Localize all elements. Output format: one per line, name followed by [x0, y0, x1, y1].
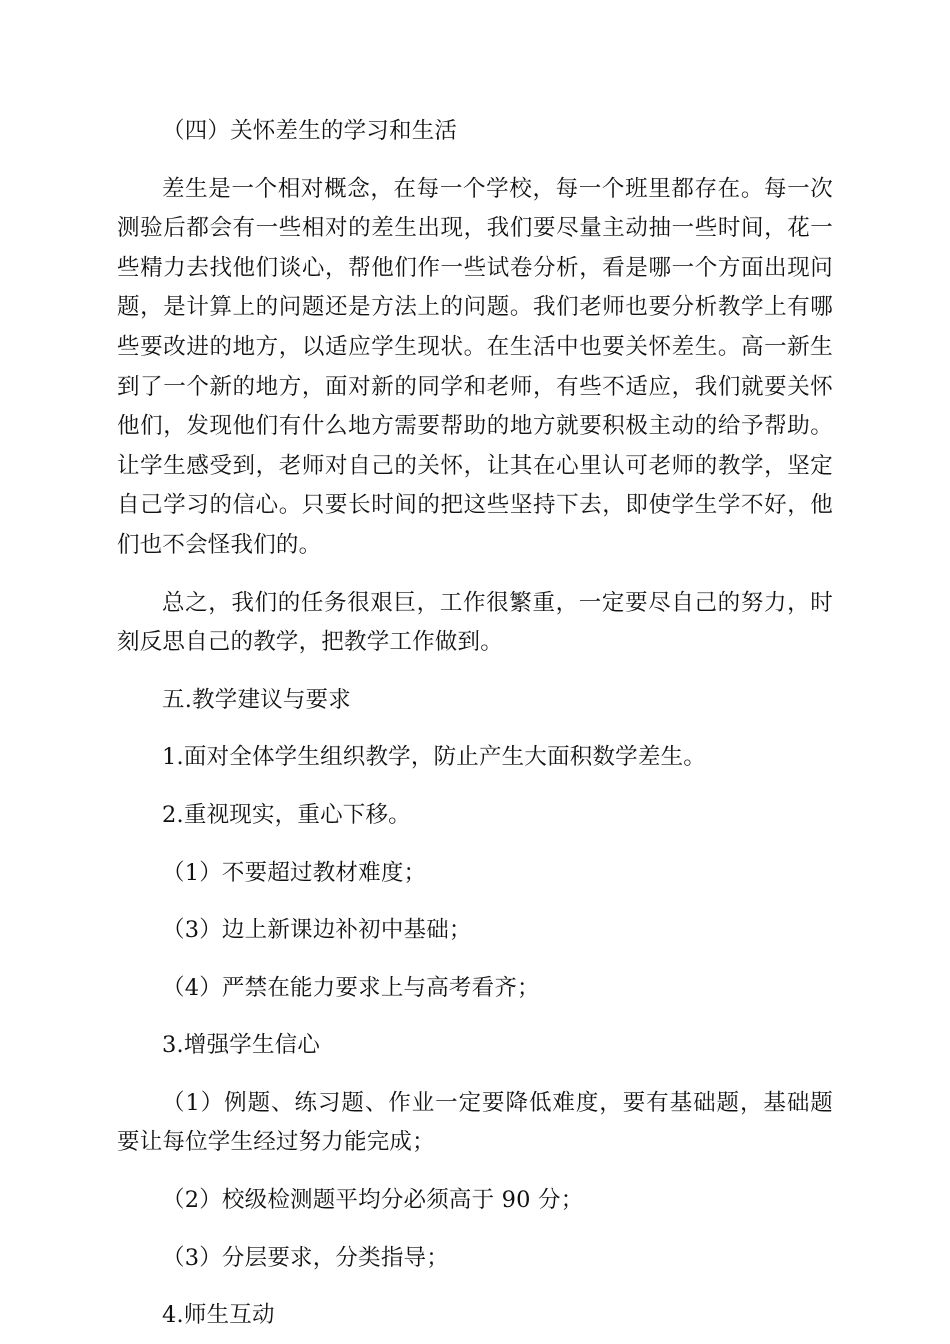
body-paragraph: 差生是一个相对概念，在每一个学校，每一个班里都存在。每一次测验后都会有一些相对的差生出现，我们要尽量主动抽一些时间，花一些精力去找他们谈心，帮他们作一些试卷分析，看是哪一个方面出现问题，是计算上的问题还是方法上的问题。我们老师也要分析教学上有哪些要改进的地方，以适应学生现状。在生活中也要关怀差生。高一新生到了一个新的地方，面对新的同学和老师，有些不适应，我们就要关怀他们，发现他们有什么地方需要帮助的地方就要积极主动的给予帮助。让学生感受到，老师对自己的关怀，让其在心里认可老师的教学，坚定自己学习的信心。只要长时间的把这些坚持下去，即使学生学不好，他们也不会怪我们的。 [117, 175, 833, 558]
list-item: 1.面对全体学生组织教学，防止产生大面积数学差生。 [162, 744, 706, 771]
sub-list-item: （3）分层要求，分类指导； [162, 1244, 449, 1271]
sub-list-item: （1）不要超过教材难度； [162, 859, 427, 886]
document-body [117, 112, 833, 1336]
section-heading: （四）关怀差生的学习和生活 [162, 118, 458, 144]
sub-list-item: （1）例题、练习题、作业一定要降低难度，要有基础题，基础题要让每位学生经过努力能完成； [117, 1089, 833, 1156]
sub-list-item: （4）严禁在能力要求上与高考看齐； [162, 974, 540, 1001]
list-item: 4.师生互动 [162, 1302, 275, 1329]
sub-list-item: （2）校级检测题平均分必须高于 90 分； [162, 1187, 584, 1214]
list-item: 3.增强学生信心 [162, 1032, 321, 1059]
list-item: 2.重视现实，重心下移。 [162, 801, 411, 828]
section-heading: 五.教学建议与要求 [162, 686, 351, 713]
summary-paragraph: 总之，我们的任务很艰巨，工作很繁重，一定要尽自己的努力，时刻反思自己的教学，把教学工作做到。 [117, 589, 833, 656]
sub-list-item: （3）边上新课边补初中基础； [162, 917, 472, 944]
